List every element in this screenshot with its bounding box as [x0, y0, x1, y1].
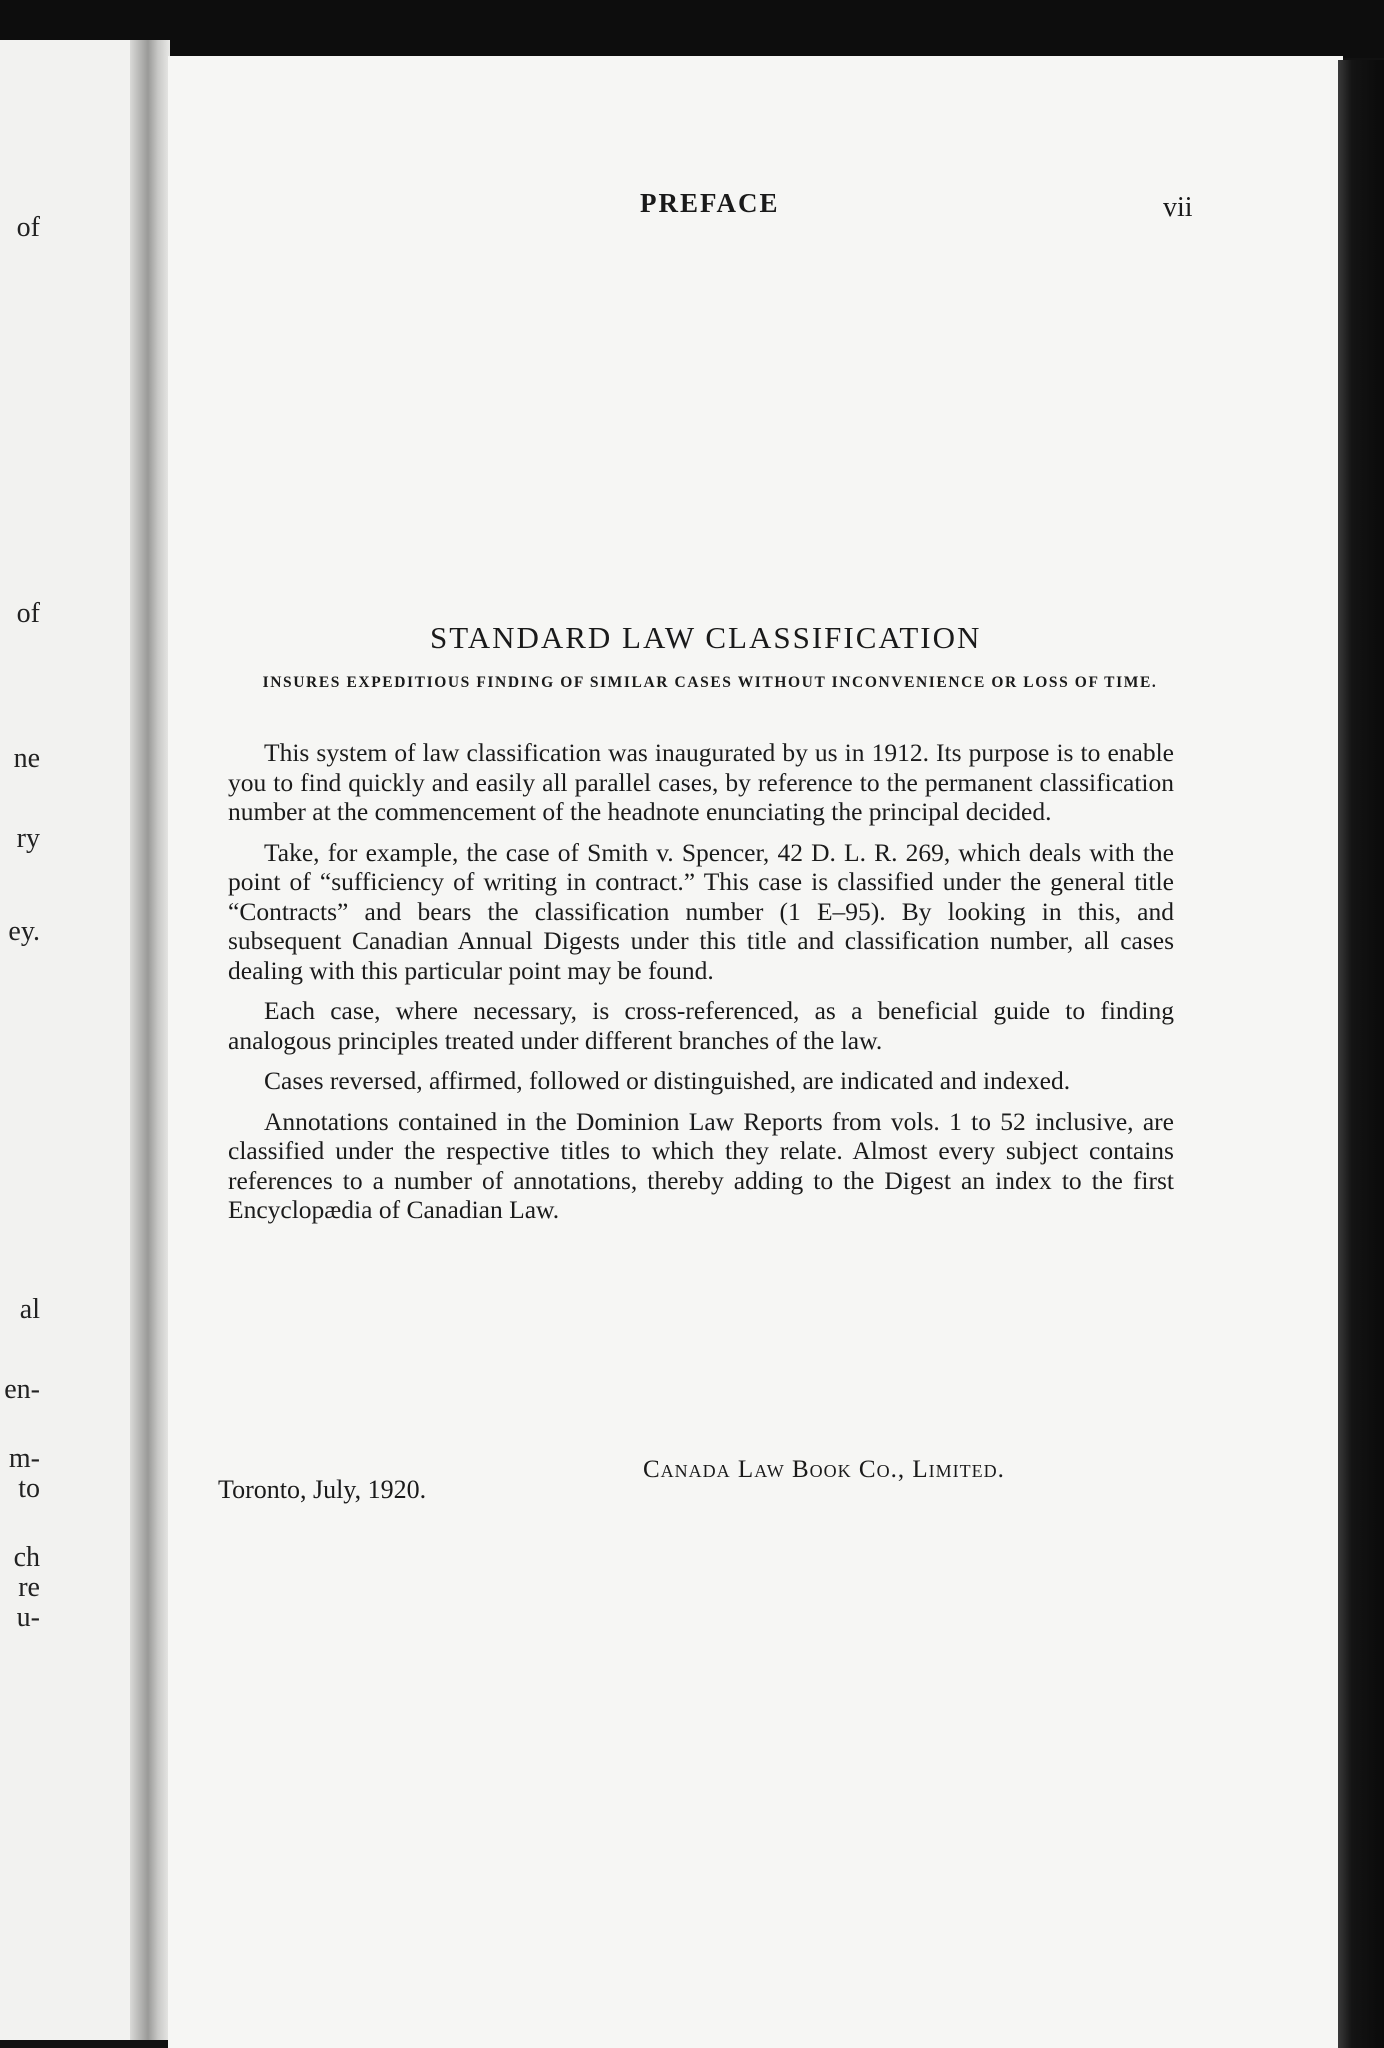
previous-page-fragment: ne: [13, 743, 40, 774]
paragraph: Annotations contained in the Dominion Law Reports from vols. 1 to 52 inclusive, are classified under the respective titles to which they relate. Almost every subject contains references to a number of annotations, thereby adding to the Digest an index to the first Encyclopædia of Canadian Law.: [228, 1106, 1174, 1224]
page-number: vii: [1163, 192, 1193, 223]
previous-page-fragment: re: [18, 1572, 40, 1603]
previous-page-fragment: of: [16, 598, 40, 629]
previous-page-fragment: ry: [16, 823, 40, 854]
book-cover-edge: [1338, 60, 1384, 2048]
previous-page-fragment: ey.: [8, 916, 40, 947]
previous-page-edge: [0, 40, 150, 2040]
previous-page-fragment: m-: [8, 1443, 40, 1474]
paragraph: This system of law classification was inaugurated by us in 1912. Its purpose is to enable you to find quickly and easily all parallel cases, by reference to the permanent classification number at the commencement of the headnote enunciating the principal decided.: [228, 738, 1174, 826]
previous-page-fragment: u-: [16, 1602, 40, 1633]
paragraph: Take, for example, the case of Smith v. Spencer, 42 D. L. R. 269, which deals with the point of “sufficiency of writing in contract.” This case is classified under the general title “Contracts” and bears the classification number (1 E–95). By looking in this, and subsequent Canadian Annual Digests under this title and classification number, all cases dealing with this particular point may be found.: [228, 837, 1174, 985]
paragraph: Cases reversed, affirmed, followed or distinguished, are indicated and indexed.: [264, 1066, 1071, 1095]
previous-page-fragment: of: [16, 212, 40, 243]
previous-page-fragment: en-: [4, 1374, 40, 1405]
section-title: STANDARD LAW CLASSIFICATION: [430, 620, 982, 655]
running-head: PREFACE: [640, 188, 780, 218]
dateline: Toronto, July, 1920.: [218, 1475, 427, 1504]
scan-background-top: [0, 0, 1384, 58]
book-gutter-shadow: [130, 40, 170, 2040]
paragraph: Each case, where necessary, is cross-referenced, as a beneficial guide to finding analogous principles treated under different branches of the law.: [228, 996, 1174, 1055]
publisher-signature: Canada Law Book Co., Limited.: [643, 1456, 1005, 1483]
preface-body: [228, 738, 1174, 1236]
previous-page-fragment: to: [18, 1473, 40, 1504]
previous-page-fragment: ch: [13, 1542, 40, 1573]
section-subtitle: INSURES EXPEDITIOUS FINDING OF SIMILAR CASES WITHOUT INCONVENIENCE OR LOSS OF TIME.: [262, 674, 1158, 691]
previous-page-fragment: al: [19, 1294, 40, 1325]
